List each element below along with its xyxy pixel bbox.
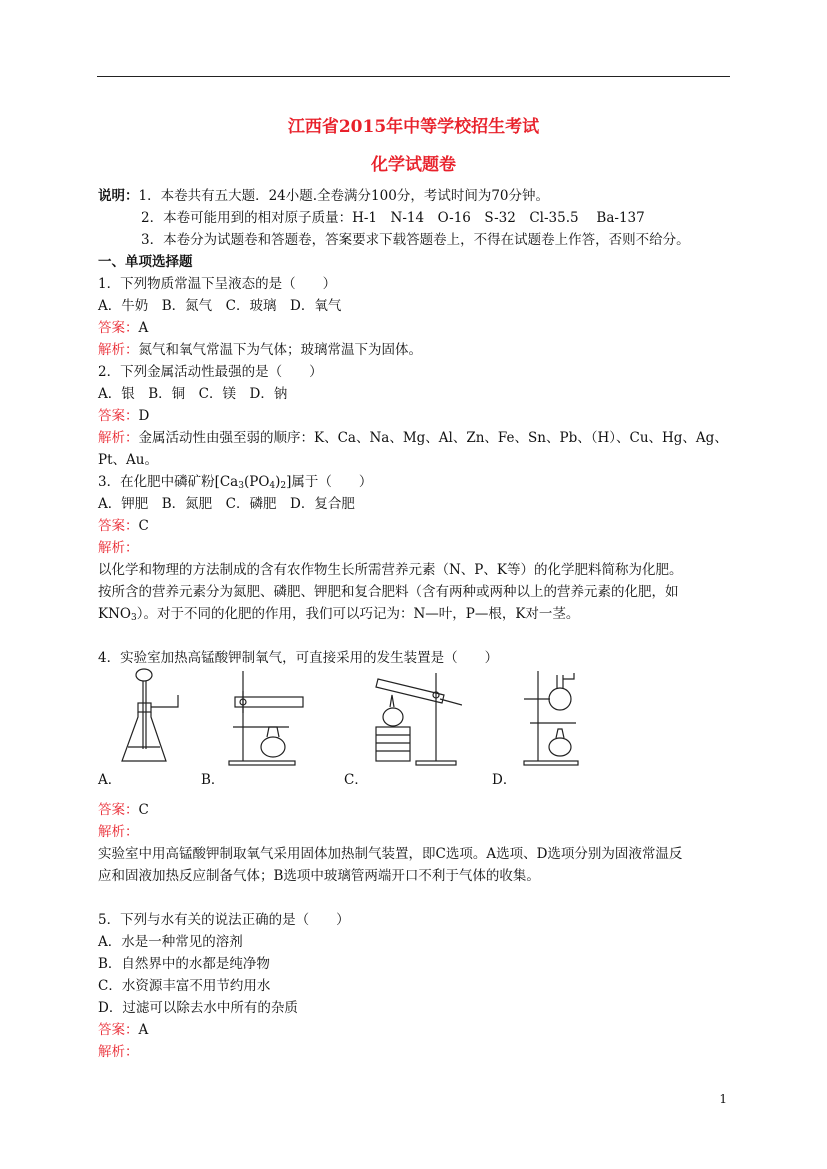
q4-answer xyxy=(98,799,730,821)
q3-stem-part: ]属于（ ） xyxy=(286,474,373,490)
q2-analysis-cont: Pt、Au。 xyxy=(98,452,158,468)
section-title: 一、单项选择题 xyxy=(98,254,193,270)
q4-stem: 4．实验室加热高锰酸钾制氧气，可直接采用的发生装置是（ ） xyxy=(98,650,499,666)
option-label-a: A． xyxy=(98,772,122,788)
q1-answer xyxy=(98,317,730,339)
q4-analysis-label: 解析： xyxy=(98,824,139,840)
q1-stem: 1．下列物质常温下呈液态的是（ ） xyxy=(98,276,337,292)
q3-stem-part: ) xyxy=(275,474,281,490)
apparatus-c-figure xyxy=(366,665,462,769)
subscript: 2 xyxy=(280,481,287,491)
analysis-label: 解析： xyxy=(98,430,139,446)
exam-subtitle: 化学试题卷 xyxy=(371,155,456,175)
q3-para-1: 以化学和物理的方法制成的含有农作物生长所需营养元素（N、P、K等）的化学肥料简称为化肥。 xyxy=(98,562,683,578)
option-label-c: C． xyxy=(344,772,368,788)
analysis-label: 解析： xyxy=(98,342,139,358)
spacer xyxy=(98,625,730,647)
header-rule xyxy=(97,76,730,77)
option-label-d: D． xyxy=(492,772,517,788)
answer-label: 答案： xyxy=(98,1022,139,1038)
q3-stem-part: 3．在化肥中磷矿粉[Ca xyxy=(98,474,239,490)
q5-stem: 5．下列与水有关的说法正确的是（ ） xyxy=(98,912,350,928)
answer-label: 答案： xyxy=(98,802,139,818)
q4-apparatus-figures xyxy=(98,669,730,799)
answer-value: C xyxy=(138,802,149,818)
q3-stem-part: (PO xyxy=(243,474,270,490)
q2-analysis xyxy=(98,427,730,449)
answer-value: C xyxy=(138,518,149,534)
note-3: 3．本卷分为试题卷和答题卷，答案要求下载答题卷上，不得在试题卷上作答，否则不给分。 xyxy=(141,232,690,248)
subscript: 3 xyxy=(130,613,137,623)
q5-option-c: C．水资源丰富不用节约用水 xyxy=(98,978,271,994)
q2-answer xyxy=(98,405,730,427)
answer-value: A xyxy=(138,1022,149,1038)
q3-para-3 xyxy=(98,603,730,625)
q3-options: A．钾肥 B．氮肥 C．磷肥 D．复合肥 xyxy=(98,496,355,512)
apparatus-d-figure xyxy=(516,665,586,769)
answer-label: 答案： xyxy=(98,320,139,336)
answer-label: 答案： xyxy=(98,518,139,534)
apparatus-b-figure xyxy=(223,665,313,769)
q3-analysis-label: 解析： xyxy=(98,540,139,556)
apparatus-a-figure xyxy=(118,665,188,769)
q1-analysis xyxy=(98,339,730,361)
q3-answer xyxy=(98,515,730,537)
q5-analysis-label: 解析： xyxy=(98,1044,139,1060)
q4-analysis-1: 实验室中用高锰酸钾制取氧气采用固体加热制气装置，即C选项。A选项、D选项分别为固液常温反 xyxy=(98,846,683,862)
q2-options: A．银 B．铜 C．镁 D．钠 xyxy=(98,386,288,402)
answer-label: 答案： xyxy=(98,408,139,424)
q4-analysis-2: 应和固液加热反应制备气体；B选项中玻璃管两端开口不利于气体的收集。 xyxy=(98,868,540,884)
q5-option-d: D．过滤可以除去水中所有的杂质 xyxy=(98,1000,298,1016)
spacer xyxy=(98,887,730,909)
note-line-1 xyxy=(98,185,730,207)
answer-value: D xyxy=(138,408,150,424)
exam-title: 江西省2015年中等学校招生考试 xyxy=(287,117,540,137)
option-label-b: B． xyxy=(201,772,225,788)
notes-label: 说明： xyxy=(98,188,139,204)
formula-part: KNO xyxy=(98,606,131,622)
q5-option-a: A．水是一种常见的溶剂 xyxy=(98,934,243,950)
q2-stem: 2．下列金属活动性最强的是（ ） xyxy=(98,364,323,380)
q3-stem xyxy=(98,471,730,493)
note-2: 2．本卷可能用到的相对原子质量：H-1 N-14 O-16 S-32 Cl-35.5 Ba-137 xyxy=(141,210,645,226)
page-number: 1 xyxy=(719,1092,727,1106)
note-1: 1．本卷共有五大题．24小题.全卷满分100分，考试时间为70分钟。 xyxy=(138,188,550,204)
subscript: 3 xyxy=(238,481,244,491)
q1-options: A．牛奶 B．氮气 C．玻璃 D．氧气 xyxy=(98,298,342,314)
q5-option-b: B．自然界中的水都是纯净物 xyxy=(98,956,270,972)
analysis-text: 金属活动性由强至弱的顺序：K、Ca、Na、Mg、Al、Zn、Fe、Sn、Pb、（H）、Cu、Hg、Ag、 xyxy=(138,430,728,446)
answer-value: A xyxy=(138,320,149,336)
subscript: 4 xyxy=(269,481,276,491)
document-body xyxy=(98,185,730,1063)
q5-answer xyxy=(98,1019,730,1041)
q3-para-2: 按所含的营养元素分为氮肥、磷肥、钾肥和复合肥料（含有两种或两种以上的营养元素的化肥，如 xyxy=(98,584,679,600)
q3-para-3-text: ）。对于不同的化肥的作用，我们可以巧记为：N—叶，P—根，K对一茎。 xyxy=(136,606,580,622)
analysis-text: 氮气和氧气常温下为气体；玻璃常温下为固体。 xyxy=(138,342,422,358)
